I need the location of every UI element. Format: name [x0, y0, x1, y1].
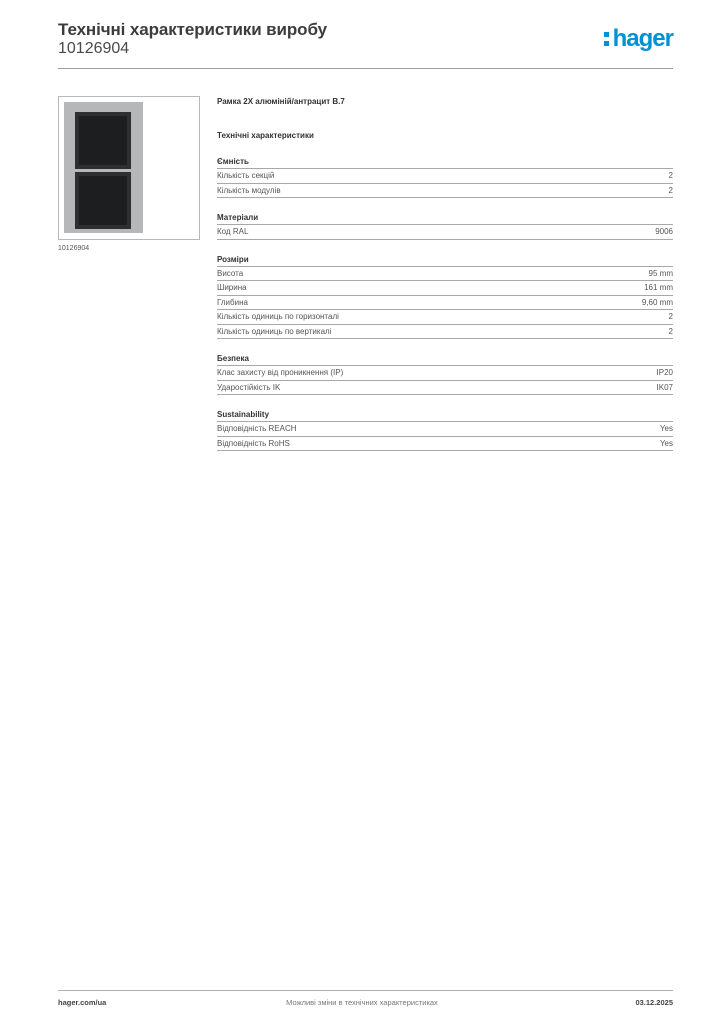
- spec-label: Кількість модулів: [217, 185, 281, 195]
- section-title: Технічні характеристики: [217, 131, 314, 140]
- spec-value: 9,60 mm: [641, 297, 673, 307]
- spec-group-title: Матеріали: [217, 212, 673, 225]
- spec-label: Кількість одиниць по горизонталі: [217, 312, 339, 321]
- spec-value: 9006: [655, 227, 673, 236]
- spec-value: 95 mm: [648, 268, 673, 278]
- spec-row: [217, 325, 673, 340]
- spec-row: [217, 184, 673, 199]
- spec-label: Ширина: [217, 283, 247, 292]
- spec-label: Глибина: [217, 297, 248, 307]
- spec-value: IK07: [656, 382, 673, 392]
- spec-group: [217, 409, 673, 451]
- spec-row: [217, 281, 673, 296]
- spec-row: [217, 296, 673, 311]
- spec-value: 161 mm: [644, 283, 673, 292]
- spec-group: [217, 353, 673, 395]
- spec-label: Кількість одиниць по вертикалі: [217, 326, 332, 336]
- spec-groups: [217, 156, 673, 451]
- spec-value: IP20: [656, 368, 673, 377]
- hager-logo: [604, 26, 673, 54]
- spec-row: [217, 169, 673, 184]
- frame-opening-bottom: [75, 172, 131, 229]
- product-code: 10126904: [58, 40, 130, 57]
- spec-group-title: Sustainability: [217, 409, 673, 422]
- spec-label: Клас захисту від проникнення (IP): [217, 368, 344, 377]
- spec-label: Код RAL: [217, 227, 249, 236]
- spec-value: Yes: [659, 438, 673, 448]
- spec-group: [217, 254, 673, 340]
- spec-row: [217, 422, 673, 437]
- footer-website[interactable]: hager.com/ua: [58, 998, 107, 1007]
- spec-label: Ударостійкість IK: [217, 382, 281, 392]
- specifications: [217, 96, 673, 451]
- spec-value: 2: [668, 185, 673, 195]
- spec-value: 2: [668, 171, 673, 180]
- document-title: Технічні характеристики виробу: [58, 20, 327, 39]
- spec-row: [217, 267, 673, 282]
- page-header: [58, 20, 673, 68]
- spec-group-title: Безпека: [217, 353, 673, 366]
- product-name: Рамка 2X алюміній/антрацит B.7: [217, 97, 345, 106]
- header-divider: [58, 68, 673, 69]
- spec-group-title: Ємність: [217, 156, 673, 169]
- frame-opening-top: [75, 112, 131, 169]
- spec-group: [217, 212, 673, 240]
- logo-colon-icon: [604, 32, 611, 52]
- product-image: [58, 96, 200, 240]
- spec-value: 2: [668, 312, 673, 321]
- spec-label: Відповідність REACH: [217, 424, 297, 433]
- spec-value: 2: [668, 326, 673, 336]
- footer-divider: [58, 990, 673, 991]
- spec-label: Висота: [217, 268, 244, 278]
- spec-value: Yes: [659, 424, 673, 433]
- spec-row: [217, 225, 673, 240]
- footer-notice: Можливі зміни в технічних характеристиках: [286, 998, 438, 1007]
- spec-row: [217, 381, 673, 396]
- frame-plate-picture: [64, 102, 143, 233]
- spec-row: [217, 310, 673, 325]
- image-caption: 10126904: [58, 245, 90, 252]
- spec-group: [217, 156, 673, 198]
- spec-label: Кількість секцій: [217, 171, 275, 180]
- spec-row: [217, 366, 673, 381]
- spec-row: [217, 437, 673, 452]
- footer-date: 03.12.2025: [635, 998, 673, 1007]
- logo-text: hager: [612, 25, 673, 52]
- spec-group-title: Розміри: [217, 254, 673, 267]
- spec-label: Відповідність RoHS: [217, 438, 290, 448]
